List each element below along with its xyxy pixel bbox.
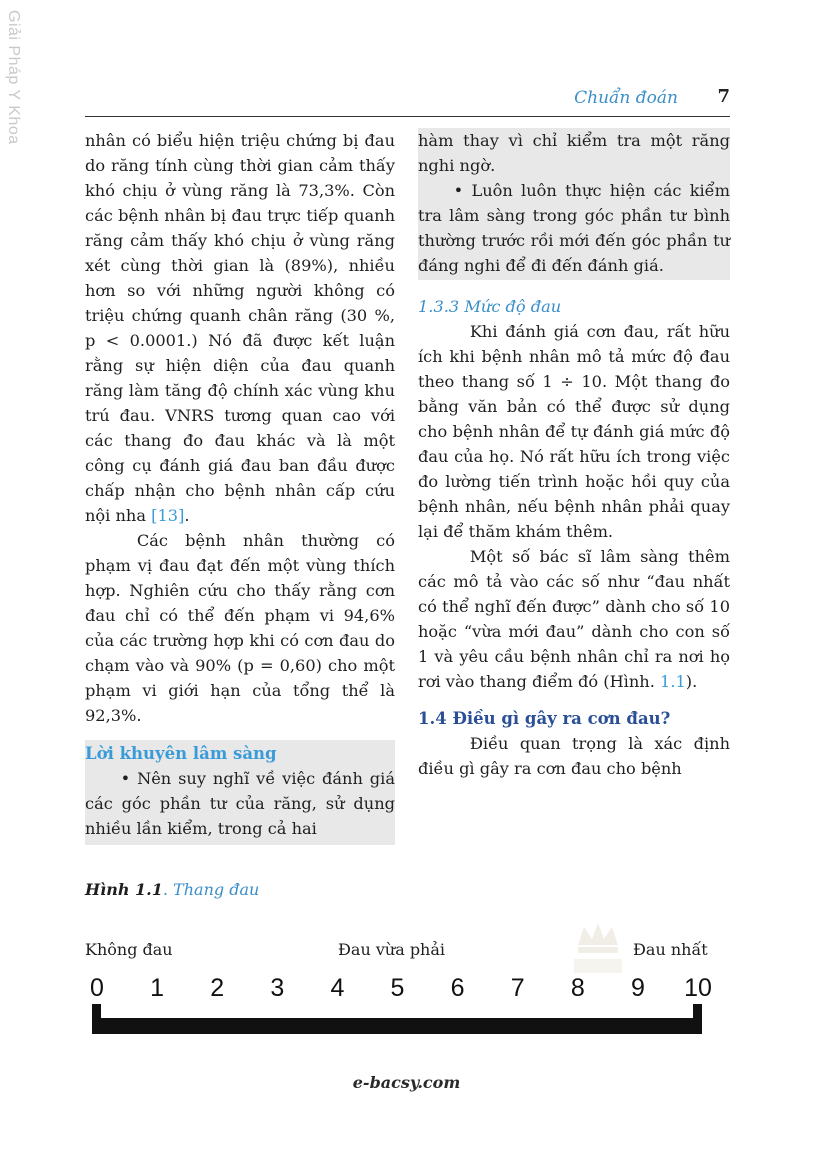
- scale-tick-label: 9: [630, 974, 645, 1002]
- paragraph: Một số bác sĩ lâm sàng thêm các mô tả vào các số như “đau nhất có thể nghĩ đến được” dành cho số 10 hoặc “vừa mới đau” dành cho con số 1 và yêu cầu bệnh nhân chỉ ra nơi họ rơi vào thang điểm đó (Hình. 1.1).: [418, 547, 730, 691]
- scale-left-end: [92, 1004, 101, 1034]
- scale-label-no-pain: Không đau: [85, 940, 173, 959]
- paragraph: Điều quan trọng là xác định điều gì gây ra cơn đau cho bệnh: [418, 734, 730, 778]
- pain-scale: [0, 968, 813, 1048]
- scale-tick-label: 2: [210, 974, 225, 1002]
- figure-reference-link[interactable]: 1.1: [660, 672, 686, 691]
- scale-tick-label: 5: [390, 974, 405, 1002]
- scale-tick-label: 10: [684, 974, 712, 1002]
- scale-tick-label: 6: [450, 974, 465, 1002]
- clinical-advice-box-continued: [418, 128, 730, 280]
- figure-caption: [85, 880, 259, 899]
- paragraph: nhân có biểu hiện triệu chứng bị đau do răng tính cùng thời gian cảm thấy khó chịu ở vùng răng là 73,3%. Còn các bệnh nhân bị đau trực tiếp quanh răng cảm thấy khó chịu ở vùng răng xét cùng thời gian là (89%), nhiều hơn so với những người không có triệu chứng quanh chân răng (30 %, p < 0.0001.) Nó đã được kết luận rằng sự hiện diện của đau quanh răng làm tăng độ chính xác vùng khu trú đau. VNRS tương quan cao với các thang đo đau khác và là một công cụ đánh giá đau ban đầu được chấp nhận cho bệnh nhân cấp cứu nội nha [13].: [85, 131, 395, 525]
- clinical-advice-box: [85, 740, 395, 845]
- page-number: 7: [717, 86, 730, 107]
- section-heading-1-3-3: 1.3.3 Mức độ đau: [418, 297, 562, 316]
- paragraph: Khi đánh giá cơn đau, rất hữu ích khi bệnh nhân mô tả mức độ đau theo thang số 1 ÷ 10. Một thang đo bằng văn bản có thể được sử dụng cho bệnh nhân để tự đánh giá mức độ đau của họ. Nó rất hữu ích trong việc đo lường tiến trình hoặc hồi quy của bệnh nhân, nếu bệnh nhân phải quay lại để thăm khám thêm.: [418, 322, 730, 541]
- paragraph: Các bệnh nhân thường có phạm vị đau đạt đến một vùng thích hợp. Nghiên cứu cho thấy rằng cơn đau chỉ có thể đến phạm vi 94,6% của các trường hợp khi có cơn đau do chạm vào và 90% (p = 0,60) cho một phạm vi giới hạn của tổng thể là 92,3%.: [85, 531, 395, 725]
- reference-link[interactable]: [13]: [151, 506, 185, 525]
- scale-tick-label: 3: [270, 974, 285, 1002]
- page-header: [85, 88, 730, 117]
- side-watermark: Giải Pháp Y Khoa: [5, 10, 22, 145]
- figure-title: . Thang đau: [162, 880, 260, 899]
- left-column: [85, 128, 395, 845]
- footer-site: e-bacsy.com: [352, 1073, 461, 1092]
- scale-tick-label: 1: [150, 974, 165, 1002]
- advice-bullet: • Luôn luôn thực hiện các kiểm tra lâm sàng trong góc phần tư bình thường trước rồi mới đến góc phần tư đáng nghi để đi đến đánh giá.: [418, 181, 730, 275]
- scale-label-moderate-pain: Đau vừa phải: [338, 940, 446, 959]
- advice-title: Lời khuyên lâm sàng: [85, 744, 277, 763]
- advice-continuation: hàm thay vì chỉ kiểm tra một răng nghi ngờ.: [418, 131, 730, 175]
- scale-right-end: [693, 1004, 702, 1034]
- scale-tick-label: 4: [330, 974, 345, 1002]
- scale-tick-label: 7: [510, 974, 525, 1002]
- header-section-title: Chuẩn đoán: [574, 88, 678, 108]
- scale-label-worst-pain: Đau nhất: [633, 940, 708, 959]
- section-heading-1-4: 1.4 Điều gì gây ra cơn đau?: [418, 709, 671, 728]
- figure-label: Hình 1.1: [85, 880, 163, 899]
- scale-tick-label: 0: [90, 974, 104, 1002]
- advice-bullet: • Nên suy nghĩ về việc đánh giá các góc phần tư của răng, sử dụng nhiều lần kiểm, trong cả hai: [85, 769, 395, 838]
- scale-bar: [92, 1018, 702, 1034]
- scale-tick-label: 8: [570, 974, 585, 1002]
- right-column: [418, 128, 730, 781]
